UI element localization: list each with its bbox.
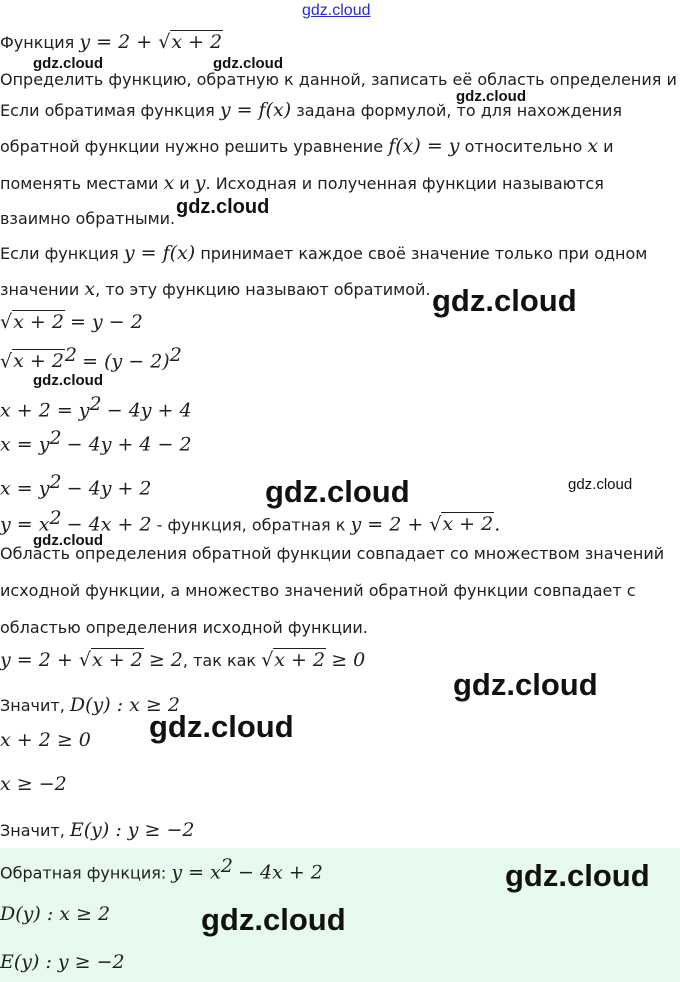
range-line: y = 2 + √x + 2 ≥ 2, так как √x + 2 ≥ 0 bbox=[0, 649, 366, 671]
domain-line: Значит, D(y) : x ≥ 2 bbox=[0, 694, 180, 716]
watermark: gdz.cloud bbox=[568, 476, 633, 493]
explanation-line-1: Если обратимая функция y = f(x) задана формулой, то для нахождения bbox=[0, 99, 623, 121]
paragraph-1: Область определения обратной функции совпадает со множеством значений bbox=[0, 544, 665, 563]
paragraph-3: областью определения исходной функции. bbox=[0, 618, 368, 637]
text: Функция bbox=[0, 33, 75, 52]
answer-domain: D(y) : x ≥ 2 bbox=[0, 903, 111, 925]
equation-6: $y = x^2 - 4x + 2$ - функция, обратная к y = 2 + √x + 2. bbox=[0, 507, 501, 536]
watermark: gdz.cloud bbox=[33, 372, 103, 389]
watermark: gdz.cloud bbox=[33, 55, 103, 72]
watermark: gdz.cloud bbox=[432, 283, 577, 318]
explanation-line-4: взаимно обратными. bbox=[0, 209, 176, 228]
answer-range: E(y) : y ≥ −2 bbox=[0, 951, 125, 973]
equation-3: $x + 2 = y^2 - 4y + 4$ bbox=[0, 393, 192, 422]
watermark: gdz.cloud bbox=[33, 532, 103, 549]
equation-4: $x = y^2 - 4y + 4 - 2$ bbox=[0, 427, 192, 456]
watermark: gdz.cloud bbox=[201, 902, 346, 937]
function-line: Функция y = 2 + √x + 2 bbox=[0, 31, 223, 53]
watermark: gdz.cloud bbox=[453, 667, 598, 702]
watermark: gdz.cloud bbox=[505, 858, 650, 893]
explanation-line-3: поменять местами x и y. Исходная и полученная функции называются bbox=[0, 172, 604, 194]
answer-function: Обратная функция: $y = x^2 - 4x + 2$ bbox=[0, 855, 323, 884]
watermark: gdz.cloud bbox=[213, 55, 283, 72]
equation-1: √x + 2 = y − 2 bbox=[0, 311, 143, 333]
definition-line-2: значении x, то эту функцию называют обратимой. bbox=[0, 278, 431, 300]
watermark: gdz.cloud bbox=[149, 709, 294, 744]
definition-line-1: Если функция y = f(x) принимает каждое своё значение только при одном bbox=[0, 242, 648, 264]
watermark: gdz.cloud bbox=[265, 474, 410, 509]
radicand: x + 2 bbox=[171, 31, 223, 53]
math: y = 2 + bbox=[79, 31, 159, 53]
equation-2: $√x + 2^2 = (y - 2)^2$ bbox=[0, 344, 182, 373]
watermark: gdz.cloud bbox=[176, 196, 270, 218]
task-line: Определить функцию, обратную к данной, записать её область определения и bbox=[0, 70, 677, 89]
watermark: gdz.cloud bbox=[456, 88, 526, 105]
site-link[interactable]: gdz.cloud bbox=[302, 2, 371, 19]
paragraph-2: исходной функции, а множество значений обратной функции совпадает с bbox=[0, 581, 636, 600]
inequality-1: x + 2 ≥ 0 bbox=[0, 729, 91, 751]
range-result-line: Значит, E(y) : y ≥ −2 bbox=[0, 819, 195, 841]
inequality-2: x ≥ −2 bbox=[0, 773, 67, 795]
equation-5: $x = y^2 - 4y + 2$ bbox=[0, 471, 152, 500]
explanation-line-2: обратной функции нужно решить уравнение f(x) = y относительно x и bbox=[0, 135, 614, 157]
